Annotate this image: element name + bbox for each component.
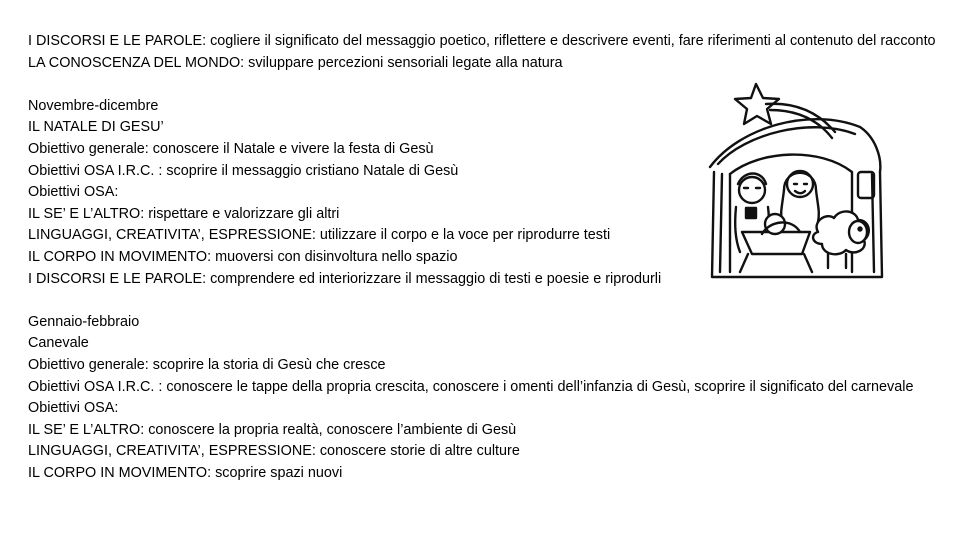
text-line: Obiettivi OSA: [28,184,119,201]
text-line: LINGUAGGI, CREATIVITA’, ESPRESSIONE: utilizzare il corpo e la voce per riprodurre testi [28,227,611,244]
text-line: I DISCORSI E LE PAROLE: cogliere il significato del messaggio poetico, riflettere e descrivere eventi, fare riferimenti al contenuto del racconto [28,33,936,49]
unit-title: IL NATALE DI GESU’ [28,119,164,136]
text-line: Obiettivi OSA: [28,400,119,417]
text-line: Obiettivi OSA I.R.C. : conoscere le tappe della propria crescita, conoscere i omenti dell’infanzia di Gesù, scoprire il significato del carnevale [28,378,914,395]
text-line: Obiettivi OSA I.R.C. : scoprire il messaggio cristiano Natale di Gesù [28,162,459,179]
text-line: IL SE’ E L’ALTRO: conoscere la propria realtà, conoscere l’ambiente di Gesù [28,421,517,438]
text-line: IL CORPO IN MOVIMENTO: scoprire spazi nuovi [28,464,343,481]
text-line: LA CONOSCENZA DEL MONDO: sviluppare percezioni sensoriali legate alla natura [28,54,563,71]
text-line: Obiettivo generale: conoscere il Natale e vivere la festa di Gesù [28,140,434,157]
period-heading: Novembre-dicembre [28,97,159,114]
text-line: LINGUAGGI, CREATIVITA’, ESPRESSIONE: conoscere storie di altre culture [28,443,520,460]
text-line: IL CORPO IN MOVIMENTO: muoversi con disinvoltura nello spazio [28,248,458,265]
text-line: IL SE’ E L’ALTRO: rispettare e valorizzare gli altri [28,205,340,222]
nativity-scene-icon [700,72,885,287]
text-line: I DISCORSI E LE PAROLE: comprendere ed interiorizzare il messaggio di testi e poesie e riprodurli [28,270,662,287]
text-line: Obiettivo generale: scoprire la storia di Gesù che cresce [28,356,386,373]
unit-title: Canevale [28,335,89,352]
period-heading: Gennaio-febbraio [28,313,140,330]
